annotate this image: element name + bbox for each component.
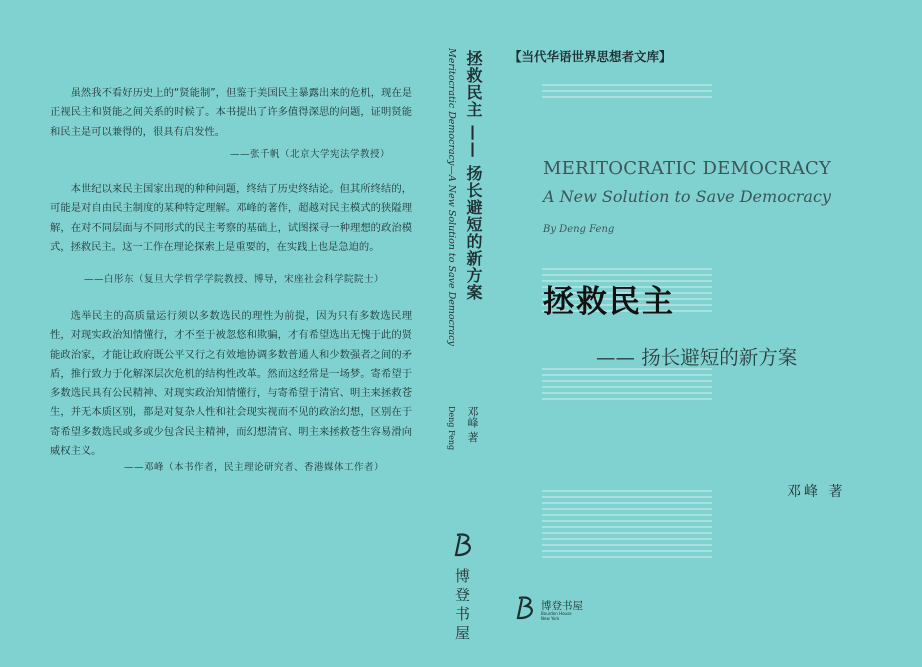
- decor-lines-middle: [542, 368, 712, 404]
- english-author: By Deng Feng: [543, 224, 615, 235]
- author-name: 邓峰 著: [787, 484, 846, 500]
- front-cover: [487, 0, 922, 667]
- english-subtitle: A New Solution to Save Democracy: [543, 187, 831, 206]
- spine-author: 邓峰 著: [466, 406, 479, 443]
- spine-english-title: Meritocratic Democracy—A New Solution to Save Democracy: [446, 48, 457, 346]
- decor-lines-lower: [542, 490, 712, 562]
- spine-author-english: Deng Feng: [447, 406, 456, 451]
- decor-lines-top: [542, 84, 712, 102]
- publisher-city: New York: [541, 616, 560, 621]
- back-attribution-1: ——张千帆（北京大学宪法学教授）: [230, 149, 391, 160]
- spine: [437, 0, 487, 667]
- publisher-english: [541, 611, 572, 621]
- publisher-english-name: Bourdon House: [541, 611, 572, 616]
- back-quote-2: 本世纪以来民主国家出现的种种问题，终结了历史终结论。但其所终结的，可能是对自由民主制度的某种特定理解。邓峰的著作，超越对民主模式的狭隘理解，在对不同层面与不同形式的民主考察的基础上，试图探寻一种理想的政治模式，拯救民主。这一工作在理论探索上是重要的，在实践上也是急迫的。: [50, 183, 412, 253]
- back-quote-1: 虽然我不看好历史上的“贤能制”，但鉴于美国民主暴露出来的危机，现在是正视民主和贤能之间关系的时候了。本书提出了许多值得深思的问题，证明贤能和民主是可以兼得的，很具有启发性。: [50, 87, 412, 138]
- publisher-logo-icon: [451, 532, 477, 558]
- back-quote-3: 选举民主的高质量运行须以多数选民的理性为前提，因为只有多数选民理性，对现实政治知情懂行，才不至于被忽悠和欺骗，才有希望选出无愧于此的贤能政治家，才能让政府既公平又行之有效地协调多数普通人和少数强者之间的矛盾，推行致力于化解深层次危机的结构性改革。然而这经常是一场梦。寄希望于多数选民具有公民精神、对现实政治知情懂行，与寄希望于清官、明主来拯救苍生，并无本质区别，都是对复杂人性和社会现实视而不见的政治幻想，区别在于寄希望多数选民或多或少包含民主精神，而幻想清官、明主来拯救苍生容易滑向威权主义。: [50, 310, 412, 458]
- publisher-name: 博登书屋: [541, 600, 583, 612]
- back-attribution-3: ——邓峰（本书作者，民主理论研究者、香港媒体工作者）: [124, 462, 385, 473]
- chinese-title: 拯救民主: [543, 284, 675, 320]
- back-cover: [0, 0, 437, 667]
- spine-title: 拯救民主 —— 扬长避短的新方案: [464, 50, 483, 302]
- series-label: 【当代华语世界思想者文库】: [509, 49, 672, 64]
- spine-publisher: 博登书屋: [453, 568, 471, 644]
- english-title: MERITOCRATIC DEMOCRACY: [543, 158, 832, 179]
- publisher-logo-icon: [513, 595, 539, 621]
- chinese-subtitle: —— 扬长避短的新方案: [596, 346, 798, 369]
- back-attribution-2: ——白彤东（复旦大学哲学学院教授、博导，宋座社会科学院院士）: [84, 274, 385, 285]
